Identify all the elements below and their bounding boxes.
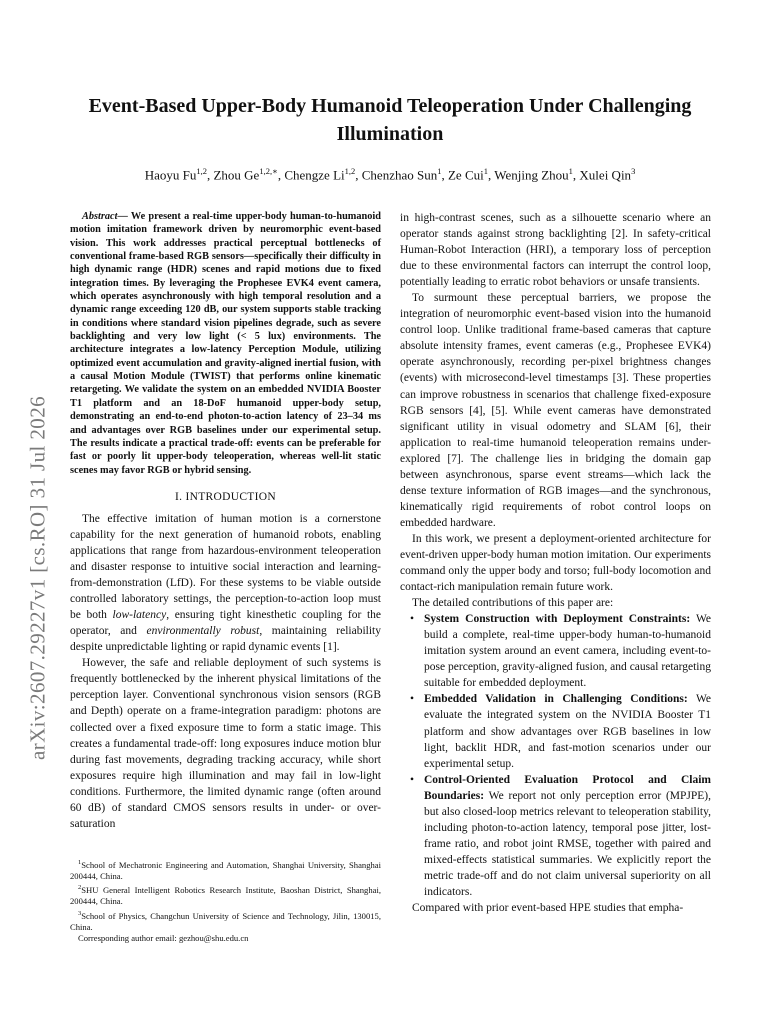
contribution-text: We report not only perception error (MPJPE), but also closed-loop metrics relevant to teleoperation stability, including photon-to-action latency, temporal pose jitter, lost-frame ratio, and robot joint RMSE, together with paired and mixed-effects statistical summaries. We explicitly report the metric trade-off and do not claim universal superiority on all indicators. — [424, 789, 711, 898]
paragraph: The effective imitation of human motion is a cornerstone capability for the next generation of humanoid robots, enabling applications that range from hazardous-environment teleoperation and disaster response to intuitive social interaction and learning-from-demonstration (LfD). For these systems to be viable outside controlled laboratory settings, the perception-to-action loop must be both low-latency, ensuring tight kinesthetic coupling for the operator, and environmentally robust, maintaining reliability despite unpredictable lighting or rapid dynamic events [1]. — [70, 512, 381, 654]
paragraph: To surmount these perceptual barriers, we propose the integration of neuromorphic event-based vision into the humanoid control loop. Unlike traditional frame-based cameras that capture absolute intensity frames, event cameras (e.g., Prophesee EVK4) operate asynchronously, recording per-pixel brightness changes (events) with microsecond-level timestamps [3]. These properties can improve robustness in scenarios that challenge fixed-exposure RGB sensors [4], [5]. While event cameras have demonstrated significant utility in visual odometry and SLAM [6], their application to real-time humanoid teleoperation remains under-explored [7]. The challenge lies in bridging the domain gap between asynchronous, sparse event streams—which lack the dense texture information of RGB images—and the synchronous, kinematically rigid requirements of robot control loops on embedded hardware. — [400, 292, 711, 529]
left-column — [70, 210, 381, 832]
bullet-icon: • — [410, 693, 415, 706]
abstract-text: — We present a real-time upper-body human-to-humanoid motion imitation framework driven by neuromorphic event-based vision. This work addresses practical perceptual bottlenecks of conventional frame-based RGB sensors—specifically their difficulty in high dynamic range (HDR) scenes and rapid motions due to fixed integration times. By leveraging the Prophesee EVK4 event camera, which operates asynchronously with high temporal resolution and a dynamic range exceeding 120 dB, our system supports stable tracking in conditions where standard vision pipelines degrade, such as severe backlighting and very low light (< 5 lux) environments. The architecture integrates a low-latency Perception Module, utilizing optimized event accumulation and gravity-aligned inertial fusion, with a causal Motion Module (TWIST) that performs online kinematic retargeting. We validate the system on an embedded NVIDIA Booster T1 platform and an 18-DoF humanoid upper-body setup, demonstrating an end-to-end photon-to-action latency of 23–34 ms and advantages over RGB baselines under our experimental setup. The results indicate a practical trade-off: events can be preferable for fast or poorly lit upper-body teleoperation, whereas well-lit static scenes may favor RGB or hybrid sensing. — [70, 211, 381, 476]
footnote: Corresponding author email: gezhou@shu.edu.cn — [78, 932, 249, 943]
abstract-label: Abstract — [82, 211, 118, 222]
contribution-lead: Control-Oriented Evaluation Protocol and Claim Boundaries: — [424, 773, 711, 802]
author-list: Haoyu Fu$^{1,2}$, Zhou $Ge^{1,2,∗}$, Chengze Li$^{1,2}$, Chenzhao Sun$^1$, Ze Cui$^1$, Wenjing Zhou$^1$, Xulei Qin$^3$ — [144, 166, 636, 183]
contribution-text: We evaluate the integrated system on the NVIDIA Booster T1 platform and show advantages over RGB baselines in low light, backlit HDR, and fast-motion scenarios under our experimental setup. — [424, 693, 711, 770]
footnote: $^3$School of Physics, Changchun University of Science and Technology, Jilin, 130015, China. — [70, 909, 381, 932]
footnotes — [70, 857, 381, 944]
bullet-icon: • — [410, 613, 415, 626]
contribution-lead: Embedded Validation in Challenging Conditions: — [424, 693, 688, 706]
paragraph: However, the safe and reliable deployment of such systems is frequently bottlenecked by the inherent physical limitations of the perception layer. Conventional synchronous vision sensors (RGB and Depth) operate on a frame-integration paradigm: photons are collected over a fixed exposure time to form a static image. This creates a fundamental trade-off: long exposures induce motion blur during fast movements, degrading tracking accuracy, while short exposures require high illumination and may fail in low-light conditions. Furthermore, the limited dynamic range (often around 60 dB) of standard CMOS sensors results in under- or over-saturation — [70, 657, 381, 830]
section-heading-introduction: I. INTRODUCTION — [175, 490, 276, 503]
contribution-item — [410, 611, 711, 691]
right-body — [400, 210, 711, 611]
arxiv-sidebar — [24, 358, 52, 798]
paragraph: in high-contrast scenes, such as a silhouette scenario where an operator stands against strong backlighting [2]. In safety-critical Human-Robot Interaction (HRI), a temporary loss of perception due to these environmental factors can interrupt the control loop, potentially leading to erratic robot behaviors or unsafe transients. — [400, 212, 711, 289]
contribution-lead: System Construction with Deployment Constraints: — [424, 613, 691, 626]
paper-title: Event-Based Upper-Body Humanoid Teleoperation Under Challenging Illumination — [88, 95, 692, 145]
contribution-item — [410, 772, 711, 900]
paragraph: The detailed contributions of this paper are: — [412, 597, 614, 610]
introduction-body — [70, 511, 381, 832]
contribution-text: We build a complete, real-time upper-body human-to-humanoid imitation system around an event camera, including event-to-pose perception, gravity-aligned fusion, and causal retargeting suitable for embedded deployment. — [424, 613, 711, 690]
right-column — [400, 210, 711, 916]
contributions-list — [400, 611, 711, 900]
bullet-icon: • — [410, 773, 415, 786]
contribution-item — [410, 691, 711, 771]
abstract — [70, 210, 381, 477]
footnote: $^1$School of Mechatronic Engineering and Automation, Shanghai University, Shanghai 200444, China. — [70, 859, 381, 882]
footnote: $^2$SHU General Intelligent Robotics Research Institute, Baoshan District, Shanghai, 200444, China. — [70, 884, 381, 907]
arxiv-identifier: arXiv:2607.29227v1 [cs.RO] 31 Jul 2026 — [25, 395, 50, 761]
paragraph: In this work, we present a deployment-oriented architecture for event-driven upper-body human motion imitation. Our experiments command only the upper body and torso; full-body locomotion and contact-rich manipulation remain future work. — [400, 532, 711, 594]
closing-line: Compared with prior event-based HPE studies that empha- — [412, 902, 684, 915]
